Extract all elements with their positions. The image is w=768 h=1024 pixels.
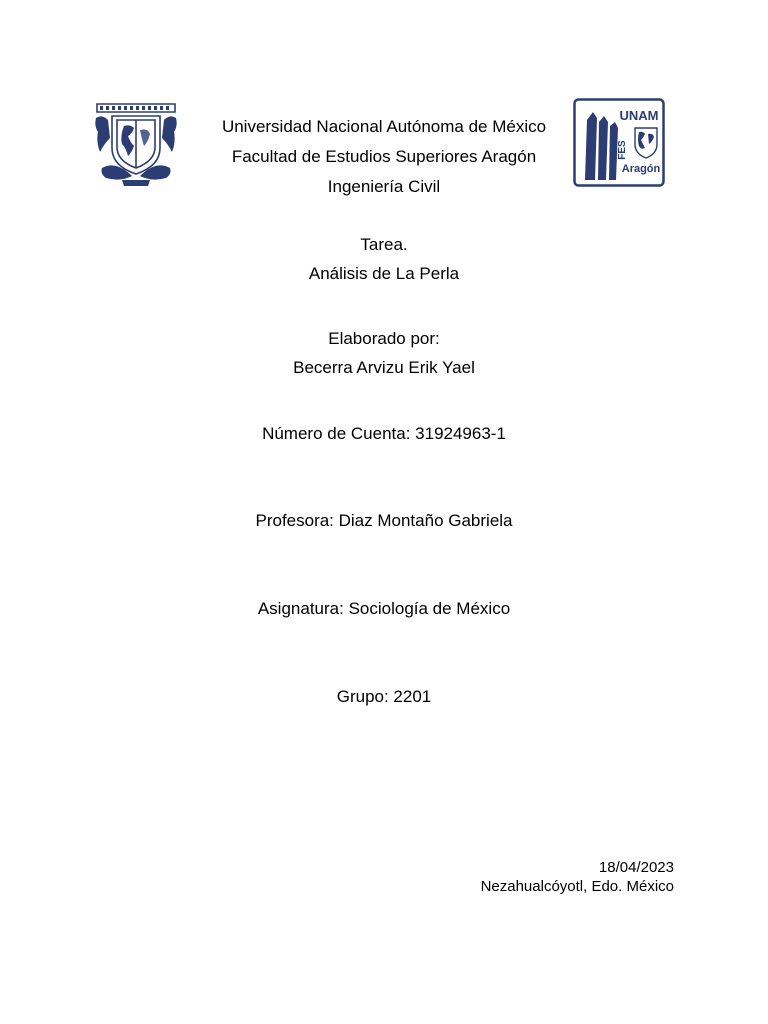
fes-aragon-logo xyxy=(573,98,665,188)
group-number: Grupo: 2201 xyxy=(336,687,432,706)
assignment-type: Tarea. xyxy=(360,235,408,254)
subject-name: Asignatura: Sociología de México xyxy=(257,599,511,618)
unam-coat-of-arms-icon xyxy=(92,98,180,188)
assignment-title: Análisis de La Perla xyxy=(308,264,460,283)
university-name: Universidad Nacional Autónoma de México xyxy=(221,117,547,136)
unam-coat-of-arms-logo xyxy=(92,98,180,188)
fes-aragon-aragon-text: Aragón xyxy=(621,163,661,175)
author-name: Becerra Arvizu Erik Yael xyxy=(293,358,475,377)
fes-aragon-icon xyxy=(573,98,665,188)
document-place: Nezahualcóyotl, Edo. México xyxy=(480,878,674,895)
professor-name: Profesora: Diaz Montaño Gabriela xyxy=(255,511,513,530)
account-number: Número de Cuenta: 31924963-1 xyxy=(262,424,506,443)
fes-aragon-unam-text: UNAM xyxy=(619,108,659,123)
career-name: Ingeniería Civil xyxy=(327,177,441,196)
author-label: Elaborado por: xyxy=(328,329,440,348)
fes-aragon-fes-text: FES xyxy=(617,140,628,160)
faculty-name: Facultad de Estudios Superiores Aragón xyxy=(231,147,537,166)
document-date: 18/04/2023 xyxy=(598,859,674,876)
